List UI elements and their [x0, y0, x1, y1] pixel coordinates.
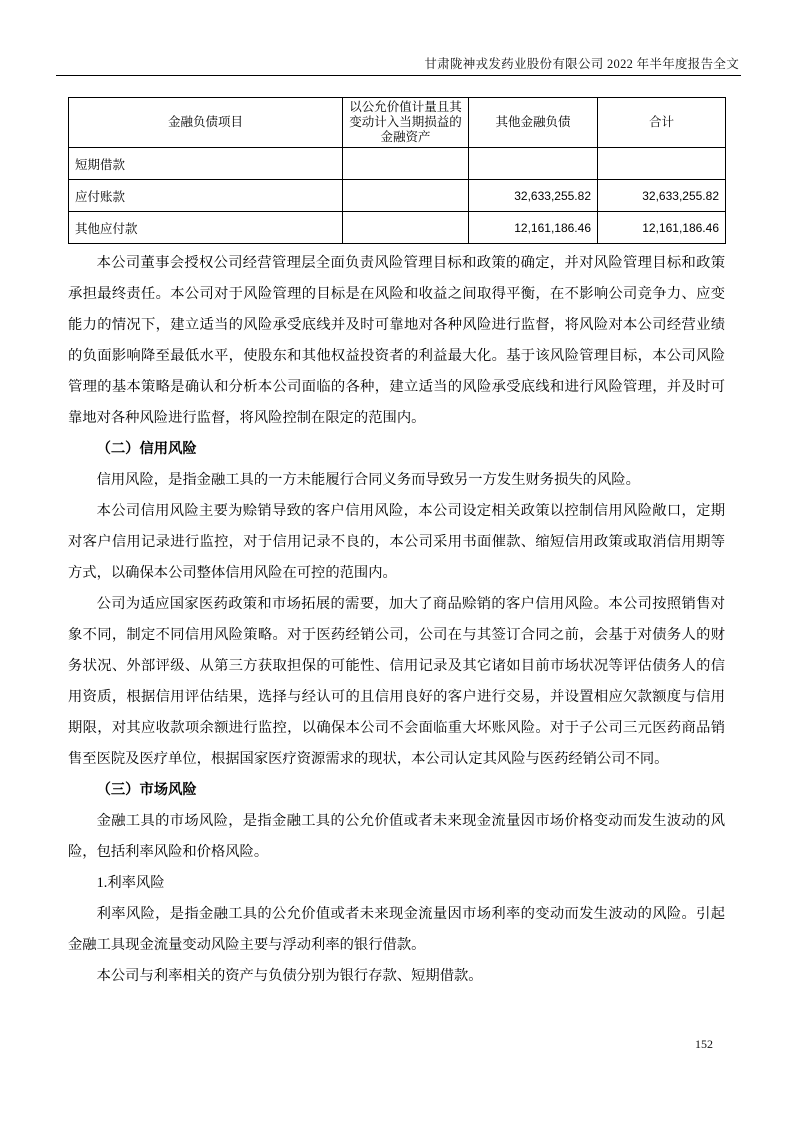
heading-market-risk: （三）市场风险 [96, 782, 197, 798]
row-other-liab-value [469, 148, 598, 180]
row-other-liab-value: 12,161,186.46 [469, 212, 598, 244]
row-fvtpl-value [343, 180, 469, 212]
paragraph-risk-management: 本公司董事会授权公司经营管理层全面负责风险管理目标和政策的确定，并对风险管理目标和政策承担最终责任。本公司对于风险管理的目标是在风险和收益之间取得平衡，在不影响公司竞争力、应变能力的情况下，建立适当的风险承受底线并及时可靠地对各种风险进行监督，将风险对本公司经营业绩的负面影响降至最低水平，使股东和其他权益投资者的利益最大化。基于该风险管理目标，本公司风险管理的基本策略是确认和分析本公司面临的各种，建立适当的风险承受底线和进行风险管理，并及时可靠地对各种风险进行监督，将风险控制在限定的范围内。 [68, 255, 725, 426]
subheading-interest-rate-risk: 1.利率风险 [96, 875, 165, 891]
col-header-fvtpl: 以公允价值计量且其变动计入当期损益的金融资产 [343, 98, 469, 148]
table-row [69, 212, 726, 244]
paragraph-interest-assets: 本公司与利率相关的资产与负债分别为银行存款、短期借款。 [96, 968, 483, 984]
paragraph-credit-risk-def: 信用风险，是指金融工具的一方未能履行合同义务而导致另一方发生财务损失的风险。 [96, 472, 640, 488]
body-text [68, 248, 725, 992]
page-content [68, 97, 725, 992]
page-number: 152 [695, 1037, 713, 1051]
paragraph-credit-risk-strategy: 公司为适应国家医药政策和市场拓展的需要，加大了商品赊销的客户信用风险。本公司按照销售对象不同，制定不同信用风险策略。对于医药经销公司，公司在与其签订合同之前，会基于对债务人的财务状况、外部评级、从第三方获取担保的可能性、信用记录及其它诸如目前市场状况等评估债务人的信用资质，根据信用评估结果，选择与经认可的且信用良好的客户进行交易，并设置相应欠款额度与信用期限，对其应收款项余额进行监控，以确保本公司不会面临重大坏账风险。对于子公司三元医药商品销售至医院及医疗单位，根据国家医疗资源需求的现状，本公司认定其风险与医药经销公司不同。 [68, 596, 725, 767]
row-item-label: 短期借款 [69, 148, 343, 180]
header-rule [56, 75, 741, 76]
col-header-total: 合计 [598, 98, 726, 148]
heading-credit-risk: （二）信用风险 [96, 441, 197, 457]
row-total-value: 12,161,186.46 [598, 212, 726, 244]
table-row [69, 180, 726, 212]
paragraph-credit-risk-policy: 本公司信用风险主要为赊销导致的客户信用风险，本公司设定相关政策以控制信用风险敞口，定期对客户信用记录进行监控，对于信用记录不良的，本公司采用书面催款、缩短信用政策或取消信用期等方式，以确保本公司整体信用风险在可控的范围内。 [68, 503, 725, 581]
table-header-row [69, 98, 726, 148]
row-total-value [598, 148, 726, 180]
row-other-liab-value: 32,633,255.82 [469, 180, 598, 212]
paragraph-market-risk-def: 金融工具的市场风险，是指金融工具的公允价值或者未来现金流量因市场价格变动而发生波动的风险，包括利率风险和价格风险。 [68, 813, 725, 860]
row-fvtpl-value [343, 148, 469, 180]
financial-liabilities-table [68, 97, 726, 244]
paragraph-interest-rate-risk: 利率风险，是指金融工具的公允价值或者未来现金流量因市场利率的变动而发生波动的风险。引起金融工具现金流量变动风险主要与浮动利率的银行借款。 [68, 906, 725, 953]
row-fvtpl-value [343, 212, 469, 244]
col-header-item: 金融负债项目 [69, 98, 343, 148]
running-header: 甘肃陇神戎发药业股份有限公司 2022 年半年度报告全文 [424, 57, 739, 71]
row-item-label: 应付账款 [69, 180, 343, 212]
col-header-other-liabilities: 其他金融负债 [469, 98, 598, 148]
row-total-value: 32,633,255.82 [598, 180, 726, 212]
row-item-label: 其他应付款 [69, 212, 343, 244]
table-row [69, 148, 726, 180]
